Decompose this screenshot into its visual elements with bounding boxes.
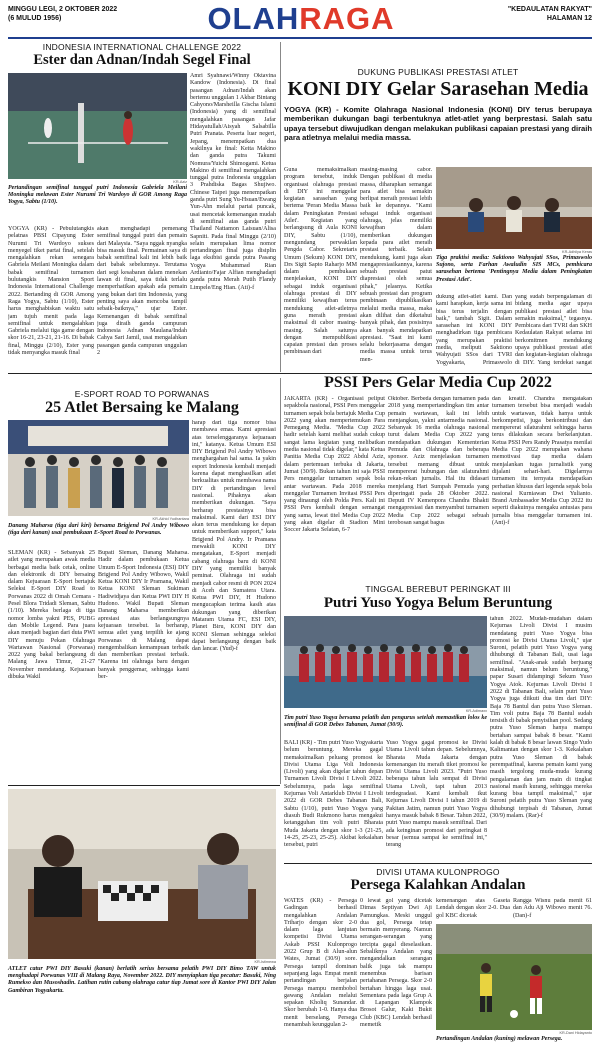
article4-photo-credit: KR-Akhid Yudhantara (152, 517, 189, 521)
issue-date: MINGGU LEGI, 2 OKTOBER 2022 (8, 6, 118, 13)
article4-kicker: E-SPORT ROAD TO PORWANAS (74, 389, 210, 399)
newspaper-name: "KEDAULATAN RAKYAT" (507, 6, 592, 13)
article1-photo (8, 73, 187, 179)
article7-photo (436, 924, 592, 1030)
article2-headline: KONI DIY Gelar Sarasehan Media (287, 78, 589, 100)
article4-col3: harap dari tiga nomor bisa membawa emas. Kami apresiasi atas terselenggaranya kejuaraan ini," katanya. Ketua Umum ESI DIY Brigjend Pol Andry Wibowo menghargahan hal sama. Ia yakin esport Indonesia kembali menjadi karena dapat menghasilkan atlet berkualitas untuk membawa nama DIY di pertandingan level nasional. Pihaknya akan memberikan dukungan. "Saya berharap prestasinya bisa maksimal. Kami dari ESI DIY akan terus mendukung ke depan untuk memberikan support," kata Brigjend Pol Andry. Ir Pramana mewakili KONI DIY mengatakan, E-Sport menjadi cabang olahraga baru di KONI DIY yang memiliki banyak peminat. Olahraga ini sudah menjadi cabor resmi di PON 2024 di Aceh dan Sumatera Utara. Ketua PWI DIY, H Hudono mengucapkan terima kasih atas dukungan yang diberikan Mataram Utama FC, ESI DIY, Planet Biru, KONI DIY dan KONI Sleman sehingga seleksi dapat berlangsung dengan baik dan lancar. (Yud)-f (192, 420, 276, 653)
article6-caption: ATLET catur PWI DIY Basuki (kanan) berlatih serius bersama pelatih PWI DIY Bimo TAW untuk menghadapi Porwanas VIII di Malang Raya, November 2022. DIY menyiapkan tiga pecatur: Basuki, Ning Rumekso dan Musoshadin. Latihan rutin cabang olahraga catur tiap Jumat sore di Kantor PWI DIY Jalan Gambiran Yogyakarta. (8, 966, 276, 994)
article7-col2: 0 lewat gol yang dicetak Dimas Septiyan Dwi Aji Pamungkas. Meski unggul dua gol, Persega tetap bermain menyerang. Namun serangan-serangan yang tercipta gagal dieselasikan. Sebaliknya Andalan yang mengandalkan serangan balik juga tak mampu menembus barisan pertahanan Persega. Skor 2-0 bertahan hingga laga usai. Sementara pada laga Grup A di Lapangan Klampok Brosot Galur, Kaki Bukit Club (KBC) Lendah berhasil memetik (360, 898, 432, 1029)
article7-kicker: DIVISI UTAMA KULONPROGO (376, 867, 500, 877)
article2-lead: YOGYA (KR) - Komite Olahraga Nasional Indonesia (KONI) DIY terus berupaya memberikan dukungan bagi terbentuknya atlet-atlet yang berprestasi. Salah satu upaya tersebut diwujudkan dengan melakukan publikasi capaian prestasi yang diraih para atletnya melalui media massa. (284, 105, 592, 143)
column-divider-2 (280, 378, 281, 784)
article1-photo-credit: KR-Aziz (173, 180, 187, 184)
article7-col4: Rangga Wisnu pada menit 61 dan Adu Aji Wibowo menit 76. (Dan)-f (513, 898, 592, 919)
column-divider (280, 42, 281, 372)
article6-photo-credit: KR-Istimewa (254, 960, 276, 964)
header-page-block (508, 5, 592, 23)
article2-col4: yang sudah berpengalaman di bidang media agar upaya publikasi prestasi atlet bisa semakin maksimal," tegasnya. Pembicara dari TVRI dan SKH Kedaulatan Rakyat selama ini berkomitmen mendukung upaya publikasi prestasi atlet dan kegiatan-kegiatan olahraga di DIY. Yang terdekat sangat (515, 294, 592, 366)
article4-col1: SLEMAN (KR) - Sebanyak 25 atlet yang merupakan awak media berbagai media baik cetak, online dan elektronik di DIY bersaing dalam Kejuaraan E-Sport bertajuk Seleksi E-Sport DIY Road to Porwanas 2022 di Omah Cemara - Pesel Blora Tridadi Sleman, Sabtu (1/10). Mereka berlaga di tiga nomor lomba yakni PES, PUBG dan Mobile Legend. Para juara akan menjadi bagian dari duta PWI DIY menuju Pekan Olahraga Wartawan Nasional (Porwanas) 2022 yang bakal berlangsung di Malang Jawa Timur, 21-27 November mendatang. Kejuaraan dibuka Wakil (8, 550, 95, 681)
article1-col1: YOGYA (KR) - Pebulutangkis pelatnas PBSI Cipayung Ester Nurumi Tri Wardoyo sukses menyegel tiket partai final, setelah mengalahkan rekan senegara Gabriela Meilani Moningka dalam babak semifinal turnamen bulutangkis Mansion Sport Indonesia International Challenge 2022. Bertanding di GOR Among Raga Yogya, Sabtu (1/10), Ester harus menghabiskan waktu satu jam tujuh menit pada laga semifinal untuk mengalahkan Gabriela melalui tiga game dengan skor 16-21, 23-21, 21-16. Di babak final, Minggu (2/10), Ester yang tidak menyangka masuk final (8, 226, 94, 357)
article2-caption: Tiga praktisi media: Saktiono Wahyujati SSos, Primaswolo Sujono, serta Farhan Awaludin SIS MCs, pembicara sarasehan bertema 'Pentingnya Media dalam Peningkatan Prestasi Atlet'. (436, 255, 592, 283)
article5-col1: BALI (KR) - Tim putri Yuso Yogyakarta belum beruntung. Mereka gagal memaksimalkan peluang promosi ke Divisi Utama Liga Voli Indonesia (Livoli) yang akan digelar tahun depan Turnamen Livoli Divisi I Livoli 2022. Sebelumnya, pada laga semifinal Kejurnas Voli Antarklub Divisi I Livoli 2022 di GOR Debes Tabanan Bali, Sabtu (1/10), putri Yuso Yogya yang diasuh Budi Rukmono harus mengakui ketangguhan tim voli putri Bharata Muda Jakarta dengan skor 1-3 (21-25, 14-25, 25-23, 25-25). Akibat kekalahan tersebut, putri (284, 740, 383, 849)
header-date-block (8, 5, 117, 23)
article4-col2: Bupati Sleman, Danang Maharsa. Hadir dalam pembukaan Ketua Umum E-Sport Indonesia (ESI) DIY Brigjend Pol Andry Wibowo, Wakil Ketua KONI DIY Ir Pramana, Wakil Ketua KONI Sleman Sukiman Hadiwidjaya dan Ketua PWI DIY H Hudono. Wakil Bupati Sleman Danang Maharsa memberikan apresiasi atas berlangsungnya kejuaraan tersebut. Ia berharap, semua atlet yang terpilih ke ajang Porwanas di Malang dapat mengembalikan kemampuan terbaik dan memberikan prestasi terbaik. "Karena ini olahraga baru dengan banyak penggemar, sehingga kami ber- (98, 550, 189, 681)
article1-kicker: INDONESIA INTERNATIONAL CHALLENGE 2022 (42, 42, 242, 52)
article3-headline: PSSI Pers Gelar Media Cup 2022 (324, 374, 552, 391)
masthead-part-b: RAGA (299, 1, 395, 36)
article7-photo-credit: KR-Dani Hidayanto (559, 1031, 592, 1035)
article5-col2: Yuso Yogya gagal promosi ke Divisi Utama Livoli tahun depan. Sebelumnya, Bharata Muda Jakarta dengan kemenangan itu meraih tiket promosi ke Divisi Utama Livoli 2023. "Putri Yuso beberapa tahun lalu sempat di Divisi Utama Livoli, tapi tahun 2013 terdegradasi. Kami kembali ikut Kejurnas Livoli Divisi I tahun 2019 di Pakitan Jatim, namun putri Yuso Yogya hanya masuk babak 8 Besar. Tahun 2022, putri Yuso mampu masuk semifinal. Dari ada keinginan promosi dari peringkat 8 besar (semua sampai ke semifinal ini," terang (386, 740, 487, 849)
article5-photo (284, 616, 487, 708)
article2-photo-credit: KR-Adhilya Keras (562, 250, 592, 254)
article7-col1: WATES (KR) - Persega Gadingan berhasil mengalahkan Andalan Triharjo dengan skor 2-0 dalam laga lanjutan kompetisi Divisi Utama Askab PSSI Kulonprogo 2022 Grup B di Alun-alun Wates, Jumat (30/9) sore. Persega tampil dominan sepanjang laga. Empat menit pertandingan berjalan Persega mampu membobol gawang Andalan melalui sepakan Kholiq Sunandar. Skor berubah 1-0. Hanya dua menit berselang, Persega menambah keunggulan 2- (284, 898, 357, 1029)
article7-headline: Persega Kalahkan Andalan (350, 877, 526, 893)
article1-col2: akan menghadapi pemenang semifinal tunggal putri dan pemain dari Malaysia. "Saya nggak nyangka bisa masuk final. Permainan saya di babak semifinal kali ini lebih baik dari babak sebelumnya. Terutama dari segi kesabaran dalam menekan lawan di final, saya tidak terlalu memperhatikan apakah ada pemain yang bukan dari tim Indonesia, yang penting saya akan mencoba tampil sebaik-baiknya," ujar Ester. Kemenangan di babak semifinal juga diraih ganda campuran Indonesia Adnan Maulana/Indah Cahya Sari Jamil, usai mengalahkan pasangan ganda campuran unggulan 2 (97, 226, 187, 357)
masthead-part-a: OLAH (207, 1, 300, 36)
header-rule (8, 37, 592, 39)
article5-headline: Putri Yuso Yogya Belum Beruntung (323, 595, 553, 611)
article7-col3: kemenangan atas Gaseta Lendah dengan skor 2-0. Dua gol KBC dicetak (436, 898, 510, 919)
javanese-date: (6 MULUD 1956) (8, 15, 62, 22)
article3-col2: Oktober. Berbeda dengan turnamen pada 2018 yang mempertandingkan tim antar pemain wartawan, kali ini lebih menjangkau, yakni antarmedia nasional. Sebanyak 16 media olahraga nasional turut dalam Media Cup 2022 yang mendapatkan dukungan Kementerian Pemuda dan Olahraga dan beberapa sponsor. Aziz menjelaskan turnamen tersebut memang dibuat untuk mempererat hubungan dan silaturahmi rekan-rekan jurnalis. Hal itu didasari menjelang Hari Sumpah Pemuda yang diperingati pada 28 Oktober 2022. Deputi IV Kemenpora Chandra Bhakti mengapresiasi dan menyambut turnamen Media Cup 2022 sebagai sebuah terobosan sangat bagus (388, 396, 489, 527)
article3-col1: JAKARTA (KR) - Organisasi peliput sepakbola nasional, PSSI Pers menggelar turnamen sepak bola bertajuk Media Cup 2022 yang akan mempertemukan Para Pemegang Media. "Media Cup 2022 hadir setelah kami melihat sudah cukup sangat lama kegiatan yang melibatkan media nasional tidak digelar," kata Ketua Panitia Media Cup 2022 Abdul Aziz, dalam pertemuan terbuka di Jakarta, Jumat (30/9). Bukan tahun ini saja PSSI Pers menggelar turnamen sepak bola antar wartawan. Pada 2018 mereka menggelar Turnamen Invitasi PSSI Pers yang dinaungi oleh Polda Pers. Kali ini PSSI Pers kembali dengan semangat yang sama, lewat titel Media Cup 2022 yang akan digelar di Stadion Mini Soccer Jakarta Selatan, 6-7 (284, 396, 385, 534)
article3-col3: dan kreatif. Chandra mengatakan turnamen tersebut bisa menjadi wadah untuk wartawan, tidak hanya untuk berkompetisi, juga berkontribusi dan mempererat silaturahmi sehingga harus terus dilakukan secara berkelanjutan. Ketua PSSI Pers Randy Prasatya menilai Media Cup 2022 merupakan wahana memotivasi tiap media dalam menjalankan tugas jurnalistik yang dijalani sehari-hari. Digelarnya turnamen itu ternyata mendapatkan perhatian khusus dari legenda sepak bola nasional Kurniawan Dwi Yulianto. Brand Ambassador Media Cup 2022 itu seperti diakuinya mengaku antusias para jurnalis bisa menggelar turnamen ini. (Ant)-f (492, 396, 592, 527)
article6-photo (8, 789, 276, 959)
article4-headline: 25 Atlet Bersaing ke Malang (45, 399, 239, 416)
article1-headline: Ester dan Adnan/Indah Segel Final (33, 52, 251, 68)
article2-kicker: DUKUNG PUBLIKASI PRESTASI ATLET (357, 67, 519, 77)
page-number: HALAMAN 12 (546, 15, 592, 22)
article4-photo (8, 420, 189, 516)
masthead (186, 2, 416, 36)
article2-col1: Guna memaksimalkan program tersebut, induk organisasi olahraga prestasi di DIY ini menggelar kegiatan sarasehan yang bertema 'Peran Media Massa dalam Peningkatan Prestasi Atlet'. Kegiatan yang berlangsung di Aula KONI DIY, Sabtu (1/10), mengundang perwakilan Pengda Cabor. Sekretaris Umum (Sekum) KONI DIY, Drs Sigit Sapto Raharjo MM dalam pembukaan menjelaskan, KONI DIY sebagai induk organisasi olahraga prestasi di DIY memiliki kewajiban terus mendukung atlet-atletnya guna meraih prestasi maksimal di cabor masing-masing. Salah satunya dengan mempublikasi capaian prestasi dan proses pembinaan dari (284, 167, 357, 356)
article5-caption: Tim putri Yuso Yogya bersama pelatih dan pengurus setelah memastikan lolos ke semifinal di GOR Debes Tabanan, Jumat (30/9). (284, 715, 487, 729)
article5-photo-credit: KR-Adimaxx (465, 709, 487, 713)
article5-col3: tahun 2022. Mudah-mudahan dalam Kejurnas Livoli Divisi I musim mendatang putri Yuso Yogya bisa promosi ke Divisi Utama Livoli," ujar Suroni, pelatih putri Yuso Yogya yang dihubungi di Tabanan Bali, usai laga semifinal. "Anak-anak sudah berjuang maksimal, namun belum beruntung," papar Susari didampingi Sekum Yuso Yogya Atok. Kejurnas Livoli Divisi I 2022 di Tabanan Bali, selain putri Yuso Yogya juga diikuti dua tim dari DIY: Baja 78 Bantul dan putra Yuso Sleman. Tim voli putra Baja 78 Bantul sudah tersisih di babak penyisihan pool. Sedang putra Yuso Sleman hanya mampu bertahan sampai babak 8 besar. "Kami kalah di babak 8 besar lawan Singo Yudo Kalimantan dengan skor 1-3. Kekalahan putra Yuso Sleman di babak perempatfinal, karena pemain kami yang masih tergolong muda-muda kurang pengalaman dan jam main di tingkat nasional masih kurang, sehingga mereka kurang bisa tampil maksimal," ujar Suroni pelatih putra Yuso Sleman yang dihubungi terpisah di Tabanan, Jumat (30/9) malam. (Rar)-f (490, 616, 592, 820)
article1-caption: Pertandingan semifinal tunggal putri Indonesia Gabriela Meilani Moningka melawan Ester Nurumi Tri Wardoyo di GOR Among Raga Yogya, Sabtu (1/10). (8, 185, 187, 206)
article2-col3: dukung atlet-atlet kami. Dan kami harapkan, kerja sama ini bisa terus terjalin dengan baik," tambah Sigit. Dalam sarasehan ini KONI DIY menghadirkan tiga pembicara yang merupakan praktisi media, meliputi Saktiono Wahyujati SSos dari TVRI Yogyakarta, Primaswolo (436, 294, 512, 366)
article7-caption: Pertandingan Andalan (kuning) melawan Persega. (436, 1036, 563, 1042)
article4-caption: Danang Maharsa (tiga dari kiri) bersama Brigjend Pol Andry Wibowo (tiga dari kanan) usai pembukaan E-Sport Road to Porwanas. (8, 523, 189, 537)
article1-col3: Amri Syahnawi/Winny Oktavina Kandow (Indonesia). Di final pasangan Adnan/Indah akan bertemu unggulan 1 Akbar Bintang Cahyono/Marsheilla Gischa Islami (Indonesia) yang di semifinal mengalahkan pasangan Jafar Hidayatullah/Aisyah Salsabilla Putri Pranata. Peserta luar negeri, Jepang, menempatkan dua wakilnya ke final: Keita Makino dan ganda putra Takumi Nomura/Yuichi Shimogami. Ketua Makino di semifinal mengalahkan tunggal putra Indonesia unggulan 3 Prahdiska Bagas Shujiwo. Chinese Taipei juga menempatkan ganda putri Sung Yu-Hsuan/Ewang Yun-Ahn melalui partai puncak, usai mencetak kemenangan mudah di semifinal atas ganda putri Thailand Nattamon Laisuan/Alisa Sapniti. Pada final Minggu (2/10) selain merupakan lima nomor pertandingan final juga disiplin laga eksibisi ganda putra Pasang Yogya Muhammad Rian Ardianto/Fajar Alfian menghadapi ganda putra Merah Putih Flandy Limpele/Eng Hian. (Ati)-f (190, 73, 276, 291)
article2-col2: masing-masing cabor. Dengan publikasi di media massa, diharapkan semangat para atlet bisa semakin berlipat meraih prestasi lebih baik ke depannya. "Kami sebagai induk organisasi olahraga, jelas memiliki kewajiban dalam memberikan dukungan kepada para atlet meraih prestasi terbaik. Selain mendukung, kami juga akan mengapresiasikannya, karena sebuah prestasi patut diapresiasi oleh semua pihak," jelasnya. Ketika sebuah prestasi dan program pembinaan dipublikasikan melalui media massa, maka akan dilihat dan diketahui banyak pihak, dan posisinya akan banyak mendapatkan apresiasi. "Saat ini kami selalu bekerjasama dengan media massa untuk terus men- (360, 167, 432, 363)
article5-kicker: TINGGAL BEREBUT PERINGKAT III (365, 584, 511, 594)
section-rule-2 (8, 785, 280, 786)
article2-photo (436, 167, 592, 249)
section-rule-3 (284, 863, 592, 864)
